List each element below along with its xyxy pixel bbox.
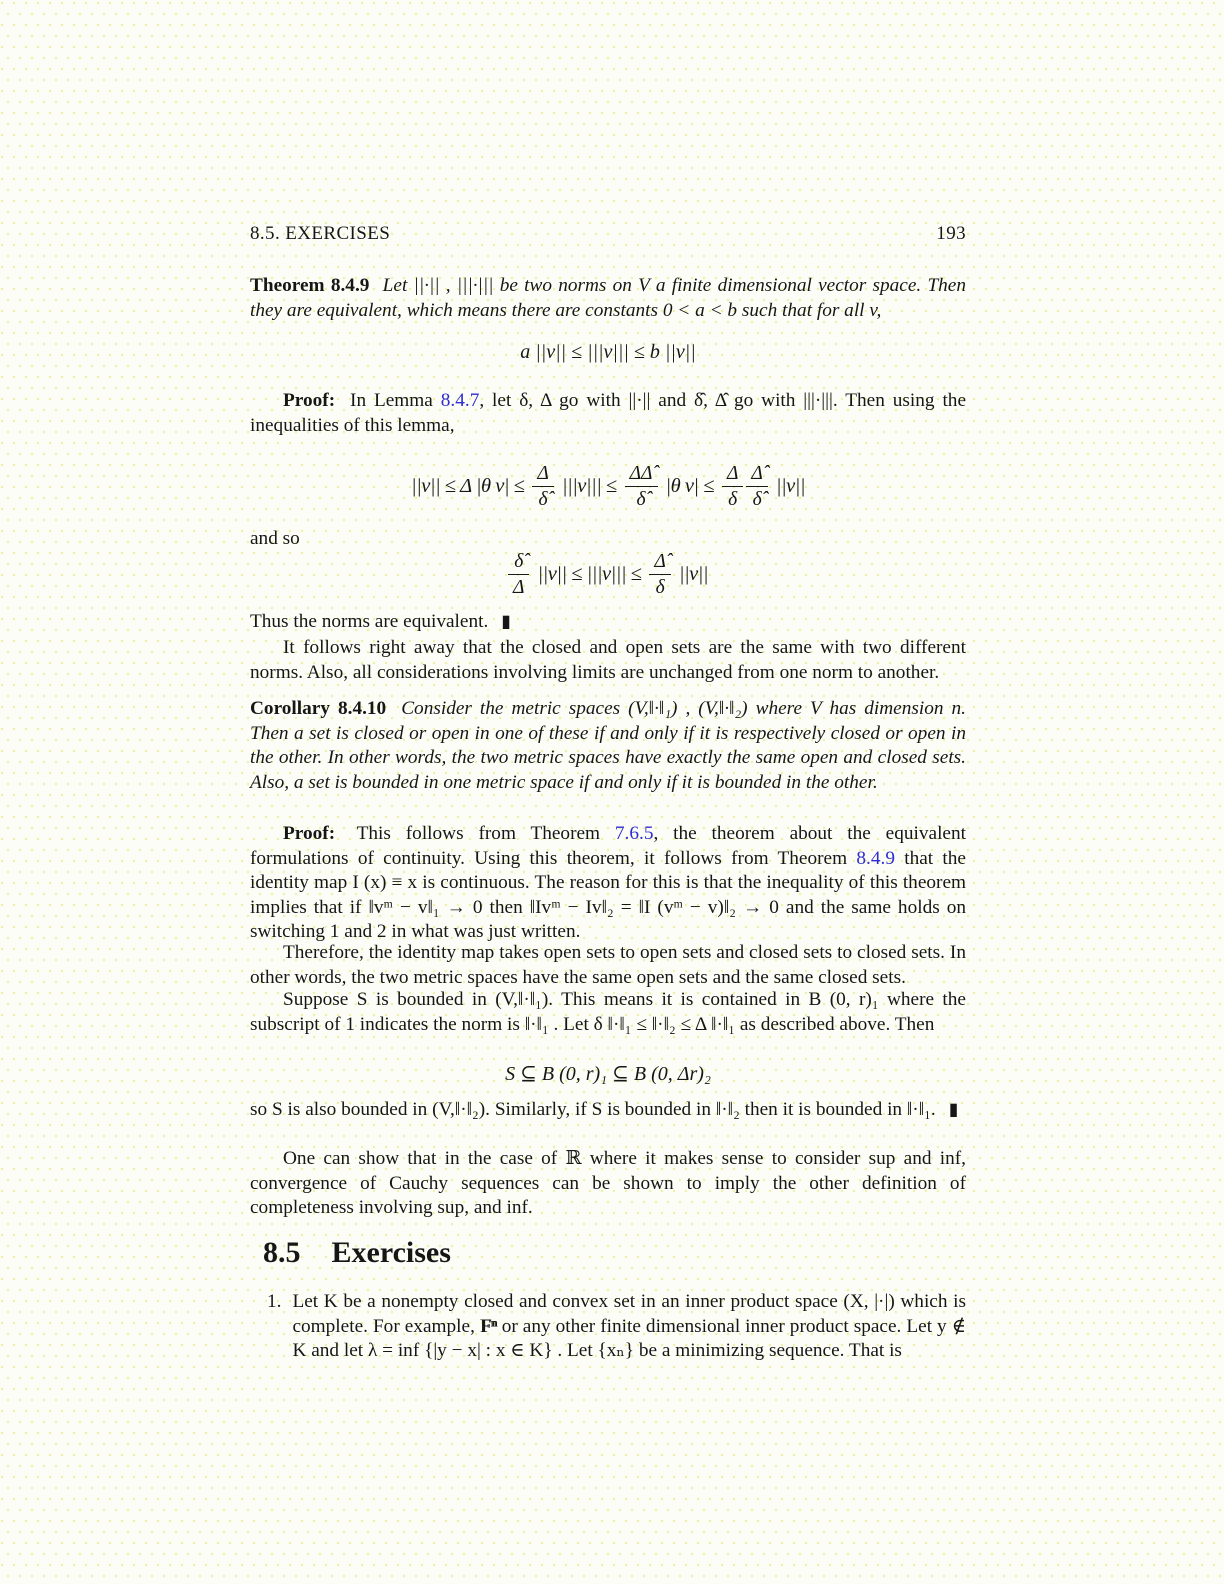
double-struck-F: Fⁿ [479,1315,497,1337]
page-header [250,223,966,245]
corollary-8-4-10 [250,697,966,795]
exercise-number: 1. [267,1291,282,1312]
para-one-can-show: One can show that in the case of ℝ where it makes sense to consider sup and inf, convergence of Cauchy sequences can be shown to imply the other definition of completeness involving sup, and inf. [250,1148,966,1218]
fraction-deltahat-over-delta: $\frac{\deltâ}{\Delta}$ [508,550,529,599]
running-head: 8.5. EXERCISES [250,223,391,244]
theorem-head: Theorem 8.4.9 [250,275,370,296]
disp1-post: ||v|| [775,474,806,497]
para-therefore: Therefore, the identity map takes open sets to open sets and closed sets to closed sets. In other words, the two metric spaces have the same open sets and the same closed sets. [250,942,966,988]
disp2-post: ||v|| [678,562,708,585]
para-it-follows: It follows right away that the closed and open sets are the same with two different norms. Also, all considerations involving limits are unchanged from one norm to another. [250,637,966,683]
disp1-mid2: |θ v| ≤ [665,474,714,497]
thus-line [250,610,966,635]
section-heading [250,1236,979,1270]
proof-2-text: This follows from Theorem [342,823,615,844]
proof-2-head: Proof: [283,823,336,844]
equation-ball-inclusion: S ⊆ B (0, r)₁ ⊆ B (0, Δr)₂ [505,1063,711,1085]
page-number: 193 [936,223,966,244]
section-number: 8.5 [263,1236,301,1269]
theorem-body: Let ||·|| , |||·||| be two norms on V a finite dimensional vector space. Then they are equivalent, which means there are constants 0 < a < b such that for all v, [250,275,967,321]
equation-norm-equivalence: a ||v|| ≤ |||v||| ≤ b ||v|| [520,341,696,363]
exercise-text-post: or any other finite dimensional inner product space. Let y ∉ K and let λ = inf {|y − x| : x ∈ K} . Let {xₙ} be a minimizing sequence. That is [292,1315,966,1361]
exercise-text [292,1290,966,1364]
fraction-pair: $\frac{\Delta}{\delta}$ $\frac{\Deltâ}{\deltâ}$ [722,462,768,511]
proof-1 [250,389,966,438]
ref-link-8-4-9[interactable]: 8.4.9 [856,847,895,869]
exercise-item-1 [250,1290,966,1364]
qed-icon: ▮ [501,612,511,632]
corollary-body: Consider the metric spaces (V,‖·‖₁) , (V,‖·‖₂) where V has dimension n. Then a set is closed or open in one of these if and only if it is respectively closed or open in the other. In other words, the two metric spaces have exactly the same open and closed sets. Also, a set is bounded in one metric space if and only if it is bounded in the other. [250,698,966,793]
proof-2-text-cont: that the identity map I (x) ≡ x is continuous. The reason for this is that the inequality of this theorem implies that if ‖vᵐ − v‖₁ → 0 then ‖Ivᵐ − Iv‖₂ = ‖I (vᵐ − v)‖₂ → 0 and the same holds on switching 1 and 2 in what was just written. [250,847,966,942]
para-suppose: Suppose S is bounded in (V,‖·‖₁). This means it is contained in B (0, r)₁ where the subscript of 1 indicates the norm is ‖·‖₁ . Let δ ‖·‖₁ ≤ ‖·‖₂ ≤ Δ ‖·‖₁ as described above. Then [250,989,966,1035]
proof-1-text: In Lemma [342,390,441,411]
fraction-delta-over-deltahat: $\frac{\Delta}{\deltâ}$ [532,462,553,511]
para-so-s-bounded [250,1098,966,1123]
exercise-text-pre: Let K be a nonempty closed and convex set in an inner product space (X, |·|) which is complete. For example, [292,1291,966,1337]
and-so-line: and so [250,528,300,549]
proof-2-text-mid: , the theorem about the equivalent formulations of continuity. Using this theorem, it follows from Theorem [250,823,966,869]
ref-link-8-4-7[interactable]: 8.4.7 [440,390,480,411]
proof-1-text-cont: , let δ, Δ go with ||·|| and δ̂, Δ̂ go with |||·|||. Then using the inequalities of this lemma, [250,390,966,436]
proof-head: Proof: [283,390,336,411]
qed-icon-2: ▮ [948,1100,959,1120]
display-equation-1 [250,444,966,528]
thus-text: Thus the norms are equivalent. [250,611,489,632]
proof-2 [250,822,966,945]
ref-link-7-6-5[interactable]: 7.6.5 [614,823,654,844]
section-title: Exercises [331,1236,451,1269]
disp2-mid: ||v|| ≤ |||v||| ≤ [537,562,642,585]
theorem-8-4-9 [250,274,966,323]
display-equation-2 [250,540,966,608]
so-s-text: so S is also bounded in (V,‖·‖₂). Similarly, if S is bounded in ‖·‖₂ then it is bounded in ‖·‖₁. [250,1099,936,1120]
disp1-mid1: |||v||| ≤ [561,474,617,497]
disp1-pre: ||v|| ≤ Δ |θ v| ≤ [410,474,525,497]
corollary-head: Corollary 8.4.10 [250,698,387,719]
fraction-deltahat2-over-delta2: $\frac{\Deltâ}{\delta}$ [649,550,670,599]
fraction-deltadeltahat-over-deltahat: $\frac{\Delta\Deltâ}{\deltâ}$ [625,462,658,511]
